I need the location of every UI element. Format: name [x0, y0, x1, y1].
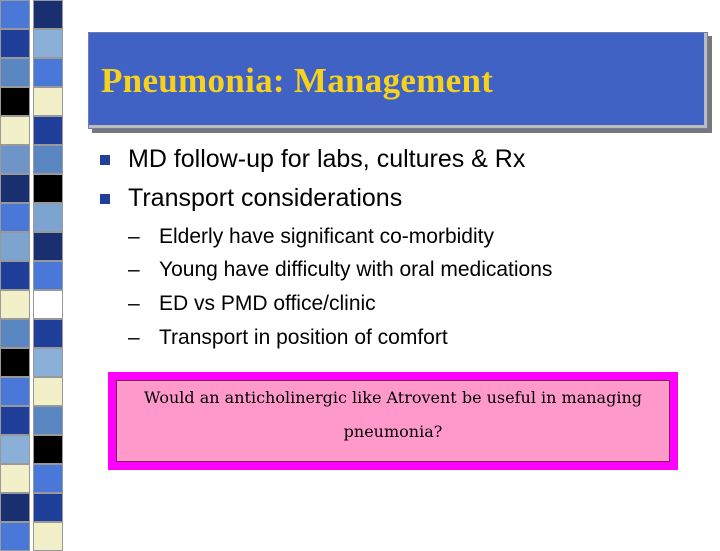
dash-bullet: – — [128, 326, 140, 349]
strip-block — [33, 58, 63, 87]
strip-block — [0, 290, 30, 319]
strip-block — [0, 493, 30, 522]
bullet-text: MD follow-up for labs, cultures & Rx — [128, 145, 526, 173]
strip-block — [33, 174, 63, 203]
strip-block — [33, 145, 63, 174]
strip-block — [0, 406, 30, 435]
strip-block — [33, 377, 63, 406]
strip-block — [0, 174, 30, 203]
strip-block — [33, 290, 63, 319]
strip-block — [0, 29, 30, 58]
square-bullet-icon — [100, 155, 110, 165]
strip-block — [33, 522, 63, 551]
strip-block — [33, 87, 63, 116]
strip-block — [0, 464, 30, 493]
square-bullet-icon — [100, 194, 110, 204]
question-callout-inner — [116, 380, 670, 462]
strip-block — [33, 261, 63, 290]
sub-bullet-text: Young have difficulty with oral medications — [159, 258, 553, 281]
sub-bullet-text: Elderly have significant co-morbidity — [159, 225, 494, 248]
strip-block — [33, 406, 63, 435]
dash-bullet: – — [128, 225, 140, 248]
strip-block — [33, 232, 63, 261]
strip-block — [0, 261, 30, 290]
strip-block — [0, 87, 30, 116]
dash-bullet: – — [128, 258, 140, 281]
slide-title: Pneumonia: Management — [101, 61, 494, 100]
strip-block — [33, 319, 63, 348]
strip-block — [0, 232, 30, 261]
strip-block — [33, 435, 63, 464]
bullet-text: Transport considerations — [128, 184, 403, 212]
strip-block — [0, 145, 30, 174]
strip-block — [0, 0, 30, 29]
strip-block — [0, 435, 30, 464]
strip-block — [0, 319, 30, 348]
question-callout — [108, 372, 678, 470]
strip-block — [0, 116, 30, 145]
strip-block — [0, 377, 30, 406]
sub-bullet-text: ED vs PMD office/clinic — [159, 292, 376, 315]
sub-bullet-text: Transport in position of comfort — [159, 326, 448, 349]
strip-block — [0, 522, 30, 551]
strip-block — [33, 116, 63, 145]
decorative-block-strip — [0, 0, 74, 540]
strip-block — [0, 203, 30, 232]
strip-block — [33, 29, 63, 58]
strip-block — [33, 348, 63, 377]
strip-block — [33, 464, 63, 493]
dash-bullet: – — [128, 292, 140, 315]
strip-block — [0, 348, 30, 377]
strip-block — [33, 493, 63, 522]
strip-block — [33, 0, 63, 29]
strip-block — [0, 58, 30, 87]
question-text: Would an anticholinergic like Atrovent be useful in managing pneumonia? — [144, 388, 642, 441]
slide-title-box — [88, 32, 708, 129]
strip-block — [33, 203, 63, 232]
